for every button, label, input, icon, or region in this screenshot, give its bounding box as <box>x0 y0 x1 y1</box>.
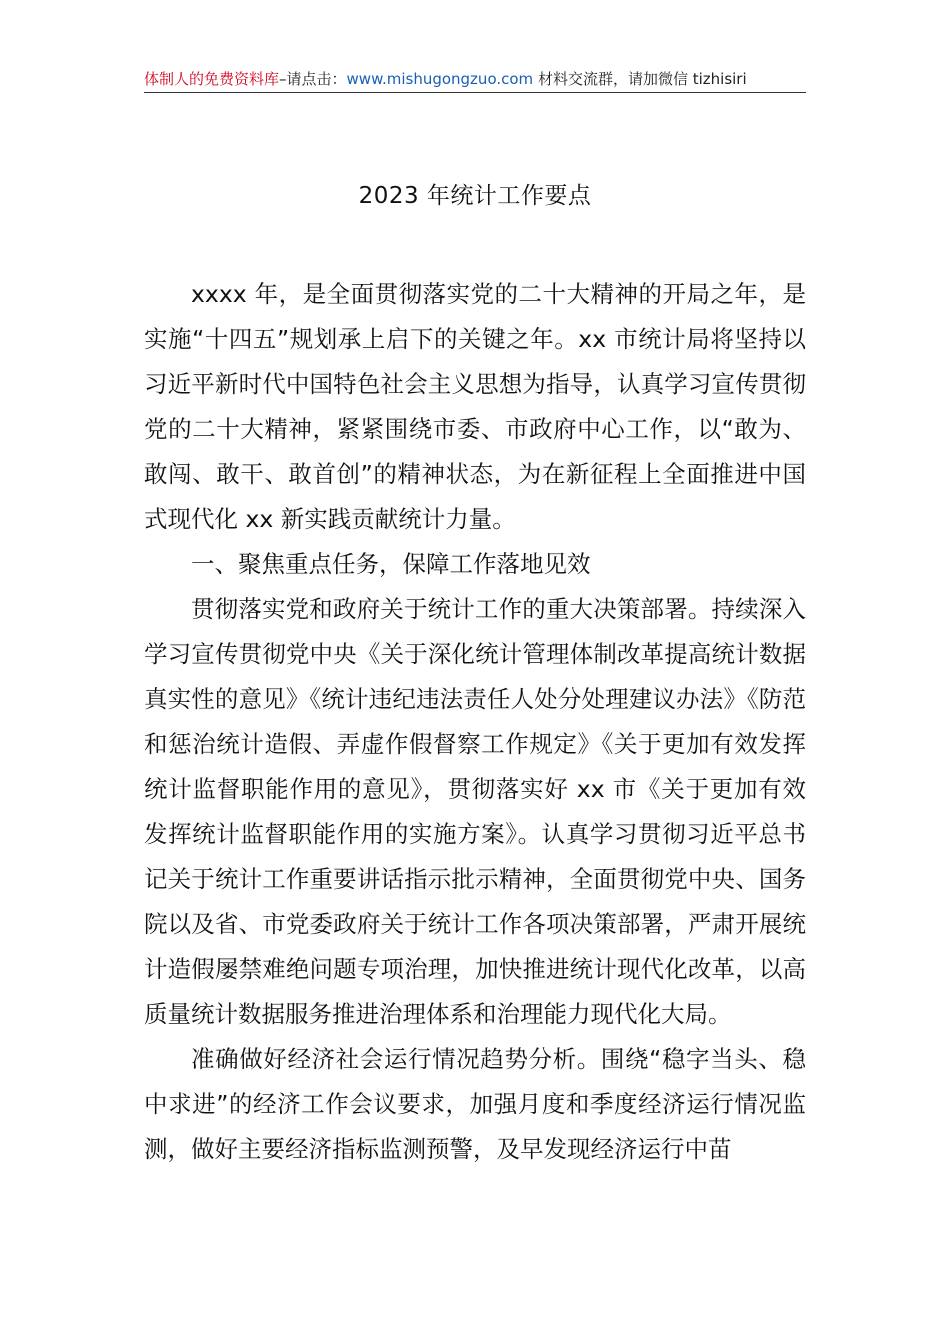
paragraph-intro: xxxx 年，是全面贯彻落实党的二十大精神的开局之年，是实施“十四五”规划承上启下的关键之年。xx 市统计局将坚持以习近平新时代中国特色社会主义思想为指导，认真学习宣传贯彻党的二十大精神，紧紧围绕市委、市政府中心工作，以“敢为、敢闯、敢干、敢首创”的精神状态，为在新征程上全面推进中国式现代化 xx 新实践贡献统计力量。 <box>144 280 806 533</box>
header-prompt: –请点击： <box>279 70 347 88</box>
header-brand: 体制人的免费资料库 <box>144 70 280 88</box>
document-body <box>144 272 806 1172</box>
section-heading: 一、聚焦重点任务，保障工作落地见效 <box>191 550 591 578</box>
page-header <box>144 66 806 93</box>
header-note: 材料交流群，请加微信 tizhisiri <box>537 70 747 88</box>
paragraph-analysis: 准确做好经济社会运行情况趋势分析。围绕“稳字当头、稳中求进”的经济工作会议要求，加强月度和季度经济运行情况监测，做好主要经济指标监测预警，及早发现经济运行中苗 <box>144 1045 806 1163</box>
paragraph-decisions: 贯彻落实党和政府关于统计工作的重大决策部署。持续深入学习宣传贯彻党中央《关于深化统计管理体制改革提高统计数据真实性的意见》《统计违纪违法责任人处分处理建议办法》《防范和惩治统计造假、弄虚作假督察工作规定》《关于更加有效发挥统计监督职能作用的意见》，贯彻落实好 xx 市《关于更加有效发挥统计监督职能作用的实施方案》。认真学习贯彻习近平总书记关于统计工作重要讲话指示批示精神，全面贯彻党中央、国务院以及省、市党委政府关于统计工作各项决策部署，严肃开展统计造假屡禁难绝问题专项治理，加快推进统计现代化改革，以高质量统计数据服务推进治理体系和治理能力现代化大局。 <box>144 595 806 1028</box>
header-link[interactable]: www.mishugongzuo.com <box>346 70 534 88</box>
document-title: 2023 年统计工作要点 <box>358 183 592 209</box>
